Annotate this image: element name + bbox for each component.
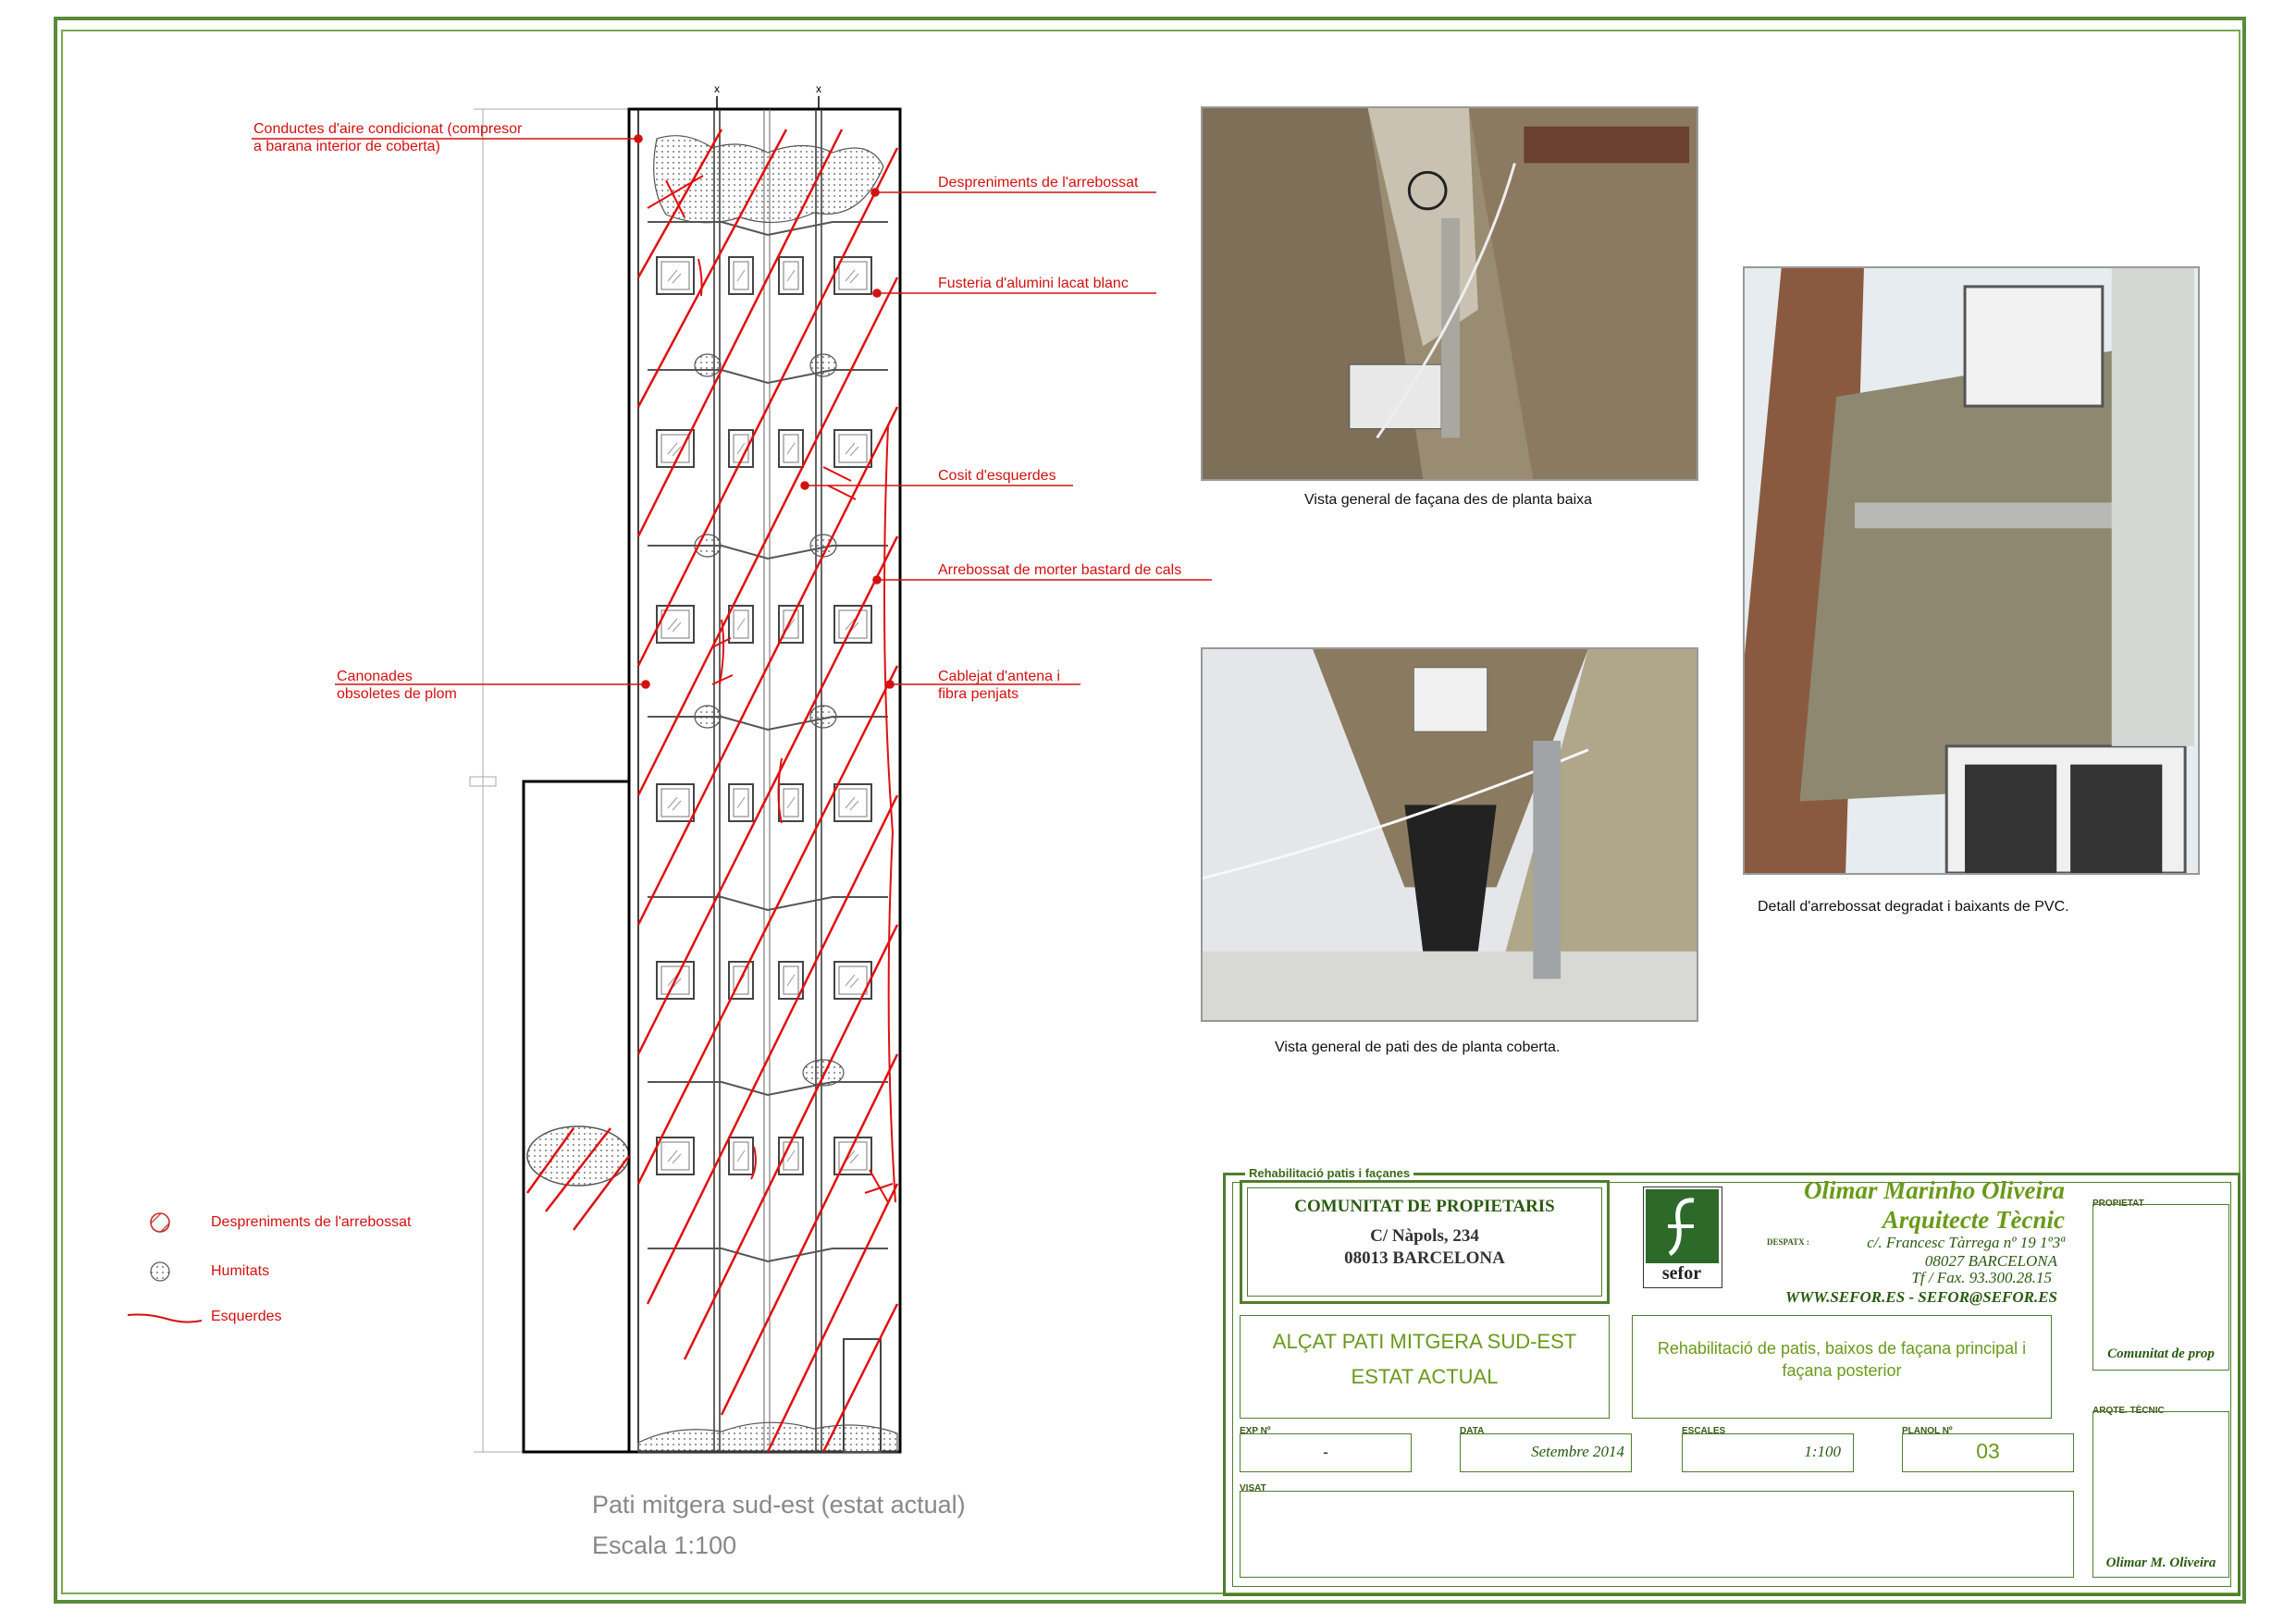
- propietat-label: PROPIETAT: [2092, 1199, 2144, 1209]
- crack-line-icon: [128, 1315, 202, 1322]
- arqte-value: Olimar M. Oliveira: [2105, 1555, 2216, 1570]
- project-tag: Rehabilitació patis i façanes: [1245, 1166, 1413, 1180]
- logo-text: sefor: [1661, 1263, 1702, 1284]
- data-label: DATA: [1460, 1426, 1485, 1436]
- logo-f-icon: [1646, 1189, 1719, 1263]
- plan-title-line1: ALÇAT PATI MITGERA SUD-EST: [1272, 1330, 1577, 1353]
- client-name: COMUNITAT DE PROPIETARIS: [1294, 1197, 1555, 1216]
- architect-city: 08027 BARCELONA: [1924, 1252, 2057, 1270]
- logo-box: [1643, 1187, 1722, 1288]
- photo-courtyard-roof: [1201, 647, 1698, 1022]
- client-city: 08013 BARCELONA: [1344, 1248, 1505, 1268]
- office-tag: DESPATX :: [1767, 1237, 1809, 1247]
- architect-web: WWW.SEFOR.ES - SEFOR@SEFOR.ES: [1785, 1288, 2057, 1306]
- architect-address: c/. Francesc Tàrrega nº 19 1º3ª: [1867, 1234, 2065, 1251]
- arqte-label: ARQTE. TÈCNIC: [2092, 1406, 2165, 1416]
- annotation-cablejat: Cablejat d'antena i fibra penjats: [938, 669, 1061, 702]
- description-text: Rehabilitació de patis, baixos de façana principal i façana posterior: [1657, 1339, 2027, 1380]
- legend-label-esquerdes: Esquerdes: [211, 1309, 282, 1324]
- architect-title: Arquitecte Tècnic: [1882, 1206, 2065, 1234]
- propietat-value: Comunitat de prop: [2107, 1346, 2215, 1361]
- plan-title-line2: ESTAT ACTUAL: [1351, 1365, 1499, 1388]
- photo-caption-2: Vista general de pati des de planta coberta.: [1275, 1039, 1561, 1055]
- data-value: Setembre 2014: [1531, 1443, 1624, 1460]
- annotation-despreniments: Despreniments de l'arrebossat: [938, 175, 1139, 191]
- annotation-canonades: Canonades obsoletes de plom: [337, 669, 457, 702]
- logo-mark: [1646, 1189, 1719, 1263]
- hatched-circle-icon: [151, 1213, 169, 1232]
- dotted-circle-icon: [151, 1262, 169, 1281]
- legend-symbols: [128, 1213, 202, 1322]
- legend-label-humitats: Humitats: [211, 1263, 270, 1279]
- propietat-box: [2092, 1204, 2229, 1371]
- architect-phone: Tf / Fax. 93.300.28.15: [1911, 1269, 2052, 1286]
- planol-label: PLANOL Nº: [1902, 1426, 1953, 1436]
- escales-value: 1:100: [1804, 1443, 1841, 1460]
- photo-facade-ground: [1201, 106, 1698, 481]
- drawing-title: Pati mitgera sud-est (estat actual): [592, 1491, 966, 1518]
- legend-label-despreniments: Despreniments de l'arrebossat: [211, 1214, 412, 1230]
- photo-detail-render: [1743, 266, 2200, 875]
- visat-label: VISAT: [1240, 1483, 1266, 1494]
- annotation-conductes: Conductes d'aire condicionat (compresor a barana interior de coberta): [253, 121, 523, 154]
- svg-text:x: x: [816, 82, 821, 95]
- svg-text:x: x: [714, 82, 720, 95]
- photo-caption-3: Detall d'arrebossat degradat i baixants de PVC.: [1758, 899, 2069, 915]
- annotation-arrebossat: Arrebossat de morter bastard de cals: [938, 562, 1182, 578]
- planol-value: 03: [1976, 1439, 2000, 1463]
- photo-caption-1: Vista general de façana des de planta baixa: [1304, 492, 1593, 508]
- architect-name: Olimar Marinho Oliveira: [1803, 1176, 2065, 1204]
- exp-value: -: [1323, 1443, 1328, 1461]
- client-address: C/ Nàpols, 234: [1370, 1226, 1479, 1246]
- escales-label: ESCALES: [1682, 1426, 1726, 1436]
- annotation-cosit: Cosit d'esquerdes: [938, 468, 1056, 484]
- annotation-fusteria: Fusteria d'alumini lacat blanc: [938, 276, 1129, 291]
- arqte-box: [2092, 1411, 2229, 1578]
- drawing-scale: Escala 1:100: [592, 1531, 737, 1559]
- visat-box: [1240, 1491, 2074, 1578]
- exp-label: EXP Nº: [1240, 1426, 1271, 1436]
